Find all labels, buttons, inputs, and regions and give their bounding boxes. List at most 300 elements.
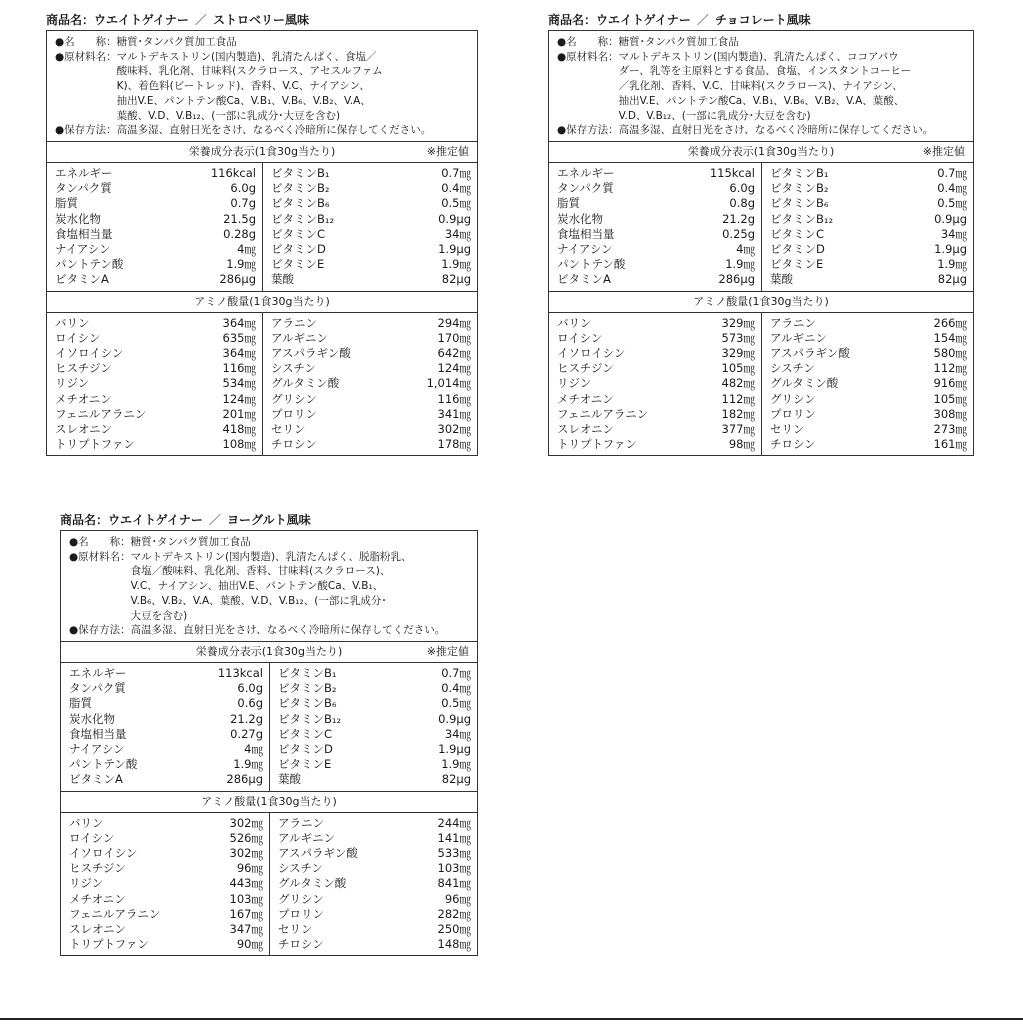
nutrition-table-row xyxy=(55,227,256,242)
ingredients-label: ●原材料名： xyxy=(557,50,619,63)
amino-table xyxy=(549,313,973,456)
page-divider-line xyxy=(0,1018,1023,1020)
ingredients-value xyxy=(619,50,967,124)
info-row-name xyxy=(557,35,967,50)
amino-table-row xyxy=(55,437,256,452)
item-name: イソロイシン xyxy=(557,345,626,360)
item-value: 0.6g xyxy=(237,696,263,711)
item-value: 116㎎ xyxy=(222,361,256,376)
item-value: 1.9㎎ xyxy=(226,257,256,272)
item-name: アスパラギン酸 xyxy=(278,845,358,860)
nutrition-table-row xyxy=(770,227,967,242)
info-row-storage xyxy=(55,123,471,138)
item-value: 286μg xyxy=(718,272,755,287)
amino-table-row xyxy=(770,346,967,361)
amino-title: アミノ酸量(1食30g当たり) xyxy=(194,294,330,308)
amino-table-row xyxy=(271,361,471,376)
amino-table-row xyxy=(55,346,256,361)
item-name: バリン xyxy=(69,815,104,830)
item-name: ビタミンB₆ xyxy=(278,696,337,711)
nutrition-table-row xyxy=(69,757,263,772)
item-name: グリシン xyxy=(271,391,317,406)
item-name: チロシン xyxy=(770,437,816,452)
item-value: 329㎎ xyxy=(721,345,755,360)
item-name: エネルギー xyxy=(55,165,113,180)
item-value: 377㎎ xyxy=(721,421,755,436)
nutrition-header xyxy=(61,642,477,663)
item-name: ナイアシン xyxy=(55,241,111,256)
ingredients-line: V.B₆、V.B₂、V.A、葉酸、V.D、V.B₁₂、(一部に乳成分･ xyxy=(130,594,387,607)
nutrition-table-row xyxy=(278,772,471,787)
product-name-label: 商品名：ウエイトゲイナー xyxy=(60,513,203,527)
item-name: ビタミンD xyxy=(271,241,326,256)
item-name: プロリン xyxy=(278,906,324,921)
item-value: 302㎎ xyxy=(229,845,263,860)
label-box xyxy=(46,30,478,456)
amino-table-row xyxy=(557,376,755,391)
item-value: 105㎎ xyxy=(721,361,755,376)
ingredients-line: 食塩／酸味料、乳化剤、香料、甘味料(スクラロース)、 xyxy=(130,565,391,578)
item-name: ヒスチジン xyxy=(55,361,112,376)
amino-table-row xyxy=(770,392,967,407)
item-name: セリン xyxy=(278,921,313,936)
item-value: 0.5㎎ xyxy=(441,196,471,211)
item-name: ビタミンB₁₂ xyxy=(278,711,342,726)
item-value: 0.9μg xyxy=(934,211,967,226)
item-name: タンパク質 xyxy=(557,181,614,196)
amino-table-row xyxy=(55,316,256,331)
item-name: ビタミンC xyxy=(278,726,333,741)
item-name: アルギニン xyxy=(770,330,828,345)
amino-title: アミノ酸量(1食30g当たり) xyxy=(201,794,337,808)
info-row-ingredients xyxy=(557,50,967,124)
item-name: イソロイシン xyxy=(55,345,124,360)
nutrition-table-row xyxy=(55,196,256,211)
amino-table-col-left xyxy=(549,313,761,456)
item-value: 0.9μg xyxy=(438,711,471,726)
item-name: ビタミンE xyxy=(770,257,824,272)
item-name: アラニン xyxy=(770,315,816,330)
amino-title: アミノ酸量(1食30g当たり) xyxy=(693,294,829,308)
ingredients-line: 葉酸、V.D、V.B₁₂、(一部に乳成分･大豆を含む) xyxy=(116,109,341,122)
item-name: パントテン酸 xyxy=(69,757,138,772)
item-name: ビタミンA xyxy=(557,272,611,287)
item-value: 418㎎ xyxy=(222,421,256,436)
item-value: 21.2g xyxy=(230,711,263,726)
item-name: ビタミンD xyxy=(278,741,333,756)
nutrition-table-row xyxy=(55,181,256,196)
amino-table-row xyxy=(557,361,755,376)
label-panel-chocolate xyxy=(548,10,974,456)
amino-table-row xyxy=(69,937,263,952)
item-value: 6.0g xyxy=(237,681,263,696)
item-value: 96㎎ xyxy=(444,891,471,906)
info-row-storage xyxy=(557,123,967,138)
item-name: グルタミン酸 xyxy=(278,876,347,891)
ingredients-line: K)、着色料(ビートレッド)、香料、V.C、ナイアシン、 xyxy=(116,80,370,93)
item-value: 34㎎ xyxy=(444,726,471,741)
amino-table-row xyxy=(278,876,471,891)
item-value: 533㎎ xyxy=(437,845,471,860)
nutrition-table-row xyxy=(271,227,471,242)
nutrition-table-row xyxy=(770,272,967,287)
item-name: アスパラギン酸 xyxy=(271,345,351,360)
amino-table-row xyxy=(271,346,471,361)
item-name: フェニルアラニン xyxy=(557,406,649,421)
item-value: 182㎎ xyxy=(721,406,755,421)
item-value: 4㎎ xyxy=(244,741,263,756)
item-name: パントテン酸 xyxy=(55,257,124,272)
amino-table-col-left xyxy=(47,313,262,456)
amino-header xyxy=(47,292,477,313)
item-value: 580㎎ xyxy=(933,345,967,360)
nutrition-table xyxy=(47,163,477,292)
item-name: グリシン xyxy=(278,891,324,906)
info-row-storage xyxy=(69,623,471,638)
label-panel-strawberry xyxy=(46,10,478,456)
nutrition-table-row xyxy=(770,212,967,227)
amino-table xyxy=(61,813,477,956)
item-name: ナイアシン xyxy=(69,741,125,756)
item-name: ビタミンB₁ xyxy=(271,165,330,180)
item-name: エネルギー xyxy=(69,665,127,680)
item-value: 0.7g xyxy=(230,196,256,211)
name-value xyxy=(131,535,471,550)
item-value: 534㎎ xyxy=(222,376,256,391)
amino-table-row xyxy=(271,437,471,452)
ingredients-line: 大豆を含む) xyxy=(130,609,188,622)
nutrition-table-row xyxy=(557,166,755,181)
storage-value-text: 高温多湿、直射日光をさけ、なるべく冷暗所に保存してください。 xyxy=(130,624,446,637)
name-value-text: 糖質･タンパク質加工食品 xyxy=(618,36,739,48)
item-value: 286μg xyxy=(219,272,256,287)
nutrition-table-row xyxy=(278,727,471,742)
item-name: アルギニン xyxy=(271,330,329,345)
amino-table-row xyxy=(55,407,256,422)
nutrition-table xyxy=(549,163,973,292)
amino-table-row xyxy=(557,331,755,346)
name-value-text: 糖質･タンパク質加工食品 xyxy=(116,36,237,48)
estimate-note: ※推定値 xyxy=(426,644,469,658)
item-value: 341㎎ xyxy=(437,406,471,421)
product-info xyxy=(47,31,477,142)
nutrition-table-row xyxy=(69,666,263,681)
item-name: ビタミンB₁ xyxy=(278,665,337,680)
info-row-ingredients xyxy=(69,550,471,624)
item-name: ビタミンA xyxy=(55,272,109,287)
nutrition-table-row xyxy=(271,242,471,257)
product-name-label: 商品名：ウエイトゲイナー xyxy=(548,13,691,27)
nutrition-table-col-right xyxy=(269,663,477,791)
item-name: シスチン xyxy=(278,861,323,876)
nutrition-table-row xyxy=(770,242,967,257)
amino-table-row xyxy=(271,376,471,391)
item-value: 1.9μg xyxy=(934,241,967,256)
nutrition-table-row xyxy=(55,257,256,272)
item-value: 82μg xyxy=(441,772,471,787)
product-info xyxy=(61,531,477,642)
item-name: トリプトファン xyxy=(55,437,135,452)
nutrition-title: 栄養成分表示(1食30g当たり) xyxy=(188,144,336,158)
item-name: ビタミンB₆ xyxy=(271,196,330,211)
item-value: 0.27g xyxy=(230,726,263,741)
amino-table-row xyxy=(770,316,967,331)
item-name: チロシン xyxy=(271,437,317,452)
nutrition-table xyxy=(61,663,477,792)
product-flavor: チョコレート風味 xyxy=(714,13,811,27)
item-value: 0.7㎎ xyxy=(937,165,967,180)
amino-table-row xyxy=(69,816,263,831)
item-value: 0.8g xyxy=(729,196,755,211)
item-value: 103㎎ xyxy=(229,891,263,906)
item-value: 115kcal xyxy=(709,165,755,180)
item-name: スレオニン xyxy=(557,421,615,436)
item-value: 364㎎ xyxy=(222,315,256,330)
amino-table-row xyxy=(557,346,755,361)
item-value: 112㎎ xyxy=(933,361,967,376)
amino-table-row xyxy=(278,816,471,831)
nutrition-table-row xyxy=(271,181,471,196)
nutrition-table-row xyxy=(770,166,967,181)
item-value: 124㎎ xyxy=(437,361,471,376)
item-value: 0.7㎎ xyxy=(441,665,471,680)
item-name: スレオニン xyxy=(69,921,127,936)
item-value: 113kcal xyxy=(217,665,263,680)
item-value: 82μg xyxy=(441,272,471,287)
item-value: 21.5g xyxy=(223,211,256,226)
amino-table-row xyxy=(69,922,263,937)
item-value: 82μg xyxy=(937,272,967,287)
item-name: グルタミン酸 xyxy=(770,376,839,391)
title-slash: ／ xyxy=(194,13,207,27)
nutrition-table-row xyxy=(69,696,263,711)
item-value: 167㎎ xyxy=(229,906,263,921)
nutrition-table-row xyxy=(69,681,263,696)
item-name: ビタミンB₁₂ xyxy=(271,211,335,226)
item-value: 841㎎ xyxy=(437,876,471,891)
item-name: シスチン xyxy=(770,361,815,376)
amino-header xyxy=(61,792,477,813)
item-name: エネルギー xyxy=(557,165,615,180)
item-name: タンパク質 xyxy=(69,681,126,696)
item-name: セリン xyxy=(770,421,805,436)
item-name: アルギニン xyxy=(278,830,336,845)
item-name: メチオニン xyxy=(55,391,112,406)
item-value: 642㎎ xyxy=(437,345,471,360)
nutrition-table-row xyxy=(271,196,471,211)
amino-table-row xyxy=(278,892,471,907)
item-name: ビタミンB₂ xyxy=(271,181,330,196)
product-title xyxy=(548,10,974,30)
nutrition-table-row xyxy=(770,181,967,196)
item-value: 0.28g xyxy=(223,226,256,241)
item-value: 90㎎ xyxy=(236,937,263,952)
product-flavor: ストロベリー風味 xyxy=(212,13,309,27)
storage-label: ●保存方法： xyxy=(557,124,619,137)
amino-table-row xyxy=(770,361,967,376)
item-value: 6.0g xyxy=(230,181,256,196)
item-value: 34㎎ xyxy=(940,226,967,241)
item-value: 1.9μg xyxy=(438,241,471,256)
amino-table-row xyxy=(770,422,967,437)
nutrition-table-row xyxy=(557,257,755,272)
title-slash: ／ xyxy=(208,513,221,527)
amino-table-col-right xyxy=(269,813,477,956)
product-info xyxy=(549,31,973,142)
item-value: 0.9μg xyxy=(438,211,471,226)
item-value: 108㎎ xyxy=(222,437,256,452)
storage-value xyxy=(619,123,967,138)
item-name: グリシン xyxy=(770,391,816,406)
item-value: 916㎎ xyxy=(933,376,967,391)
item-name: リジン xyxy=(69,876,104,891)
item-value: 282㎎ xyxy=(437,906,471,921)
item-name: 葉酸 xyxy=(271,272,294,287)
amino-table-row xyxy=(278,831,471,846)
item-value: 0.25g xyxy=(722,226,755,241)
ingredients-line: V.C、ナイアシン、抽出V.E、パントテン酸Ca、V.B₁、 xyxy=(130,580,384,593)
nutrition-title: 栄養成分表示(1食30g当たり) xyxy=(687,144,835,158)
item-name: 脂質 xyxy=(55,196,78,211)
item-value: 302㎎ xyxy=(229,815,263,830)
amino-table-row xyxy=(69,892,263,907)
item-value: 347㎎ xyxy=(229,921,263,936)
item-value: 1.9㎎ xyxy=(441,257,471,272)
item-value: 308㎎ xyxy=(933,406,967,421)
item-name: ビタミンB₁₂ xyxy=(770,211,834,226)
nutrition-table-col-right xyxy=(262,163,477,291)
amino-table-row xyxy=(770,437,967,452)
item-value: 154㎎ xyxy=(933,330,967,345)
item-name: ビタミンC xyxy=(271,226,326,241)
item-value: 266㎎ xyxy=(933,315,967,330)
nutrition-table-row xyxy=(557,212,755,227)
item-name: グルタミン酸 xyxy=(271,376,340,391)
amino-table-row xyxy=(55,392,256,407)
nutrition-table-row xyxy=(55,242,256,257)
item-name: トリプトファン xyxy=(557,437,637,452)
item-name: ビタミンA xyxy=(69,772,123,787)
info-row-ingredients xyxy=(55,50,471,124)
nutrition-table-row xyxy=(770,196,967,211)
nutrition-table-row xyxy=(271,212,471,227)
nutrition-table-row xyxy=(271,257,471,272)
amino-table-row xyxy=(278,922,471,937)
name-value xyxy=(117,35,471,50)
item-value: 329㎎ xyxy=(721,315,755,330)
nutrition-title: 栄養成分表示(1食30g当たり) xyxy=(195,644,343,658)
estimate-note: ※推定値 xyxy=(426,144,469,158)
item-value: 4㎎ xyxy=(736,241,755,256)
ingredients-line: 酸味料、乳化剤、甘味料(スクラロース、アセスルファム xyxy=(116,65,383,78)
item-name: バリン xyxy=(55,315,90,330)
nutrition-table-row xyxy=(770,257,967,272)
name-label: ●名 称： xyxy=(69,536,131,548)
amino-table-row xyxy=(557,422,755,437)
item-value: 105㎎ xyxy=(933,391,967,406)
item-value: 1,014㎎ xyxy=(426,376,471,391)
amino-table-row xyxy=(271,331,471,346)
item-value: 1.9㎎ xyxy=(441,757,471,772)
item-name: ロイシン xyxy=(69,830,115,845)
amino-table-row xyxy=(271,392,471,407)
item-value: 178㎎ xyxy=(437,437,471,452)
info-row-name xyxy=(69,535,471,550)
nutrition-table-row xyxy=(69,742,263,757)
item-name: 炭水化物 xyxy=(69,711,115,726)
nutrition-table-row xyxy=(557,196,755,211)
item-name: 食塩相当量 xyxy=(55,226,113,241)
item-value: 0.4㎎ xyxy=(441,181,471,196)
item-value: 21.2g xyxy=(722,211,755,226)
item-value: 161㎎ xyxy=(933,437,967,452)
storage-value xyxy=(117,123,471,138)
ingredients-line: ダー、乳等を主原料とする食品、食塩、インスタントコーヒー xyxy=(618,65,912,78)
item-value: 116kcal xyxy=(210,165,256,180)
item-name: 脂質 xyxy=(69,696,92,711)
amino-table-row xyxy=(557,316,755,331)
amino-table-row xyxy=(278,861,471,876)
item-name: ビタミンC xyxy=(770,226,825,241)
nutrition-table-row xyxy=(278,712,471,727)
item-value: 635㎎ xyxy=(222,330,256,345)
item-name: 炭水化物 xyxy=(557,211,603,226)
item-value: 0.4㎎ xyxy=(441,681,471,696)
item-name: ナイアシン xyxy=(557,241,613,256)
nutrition-table-row xyxy=(55,166,256,181)
nutrition-table-col-left xyxy=(549,163,761,291)
item-name: リジン xyxy=(557,376,592,391)
item-name: パントテン酸 xyxy=(557,257,626,272)
item-value: 0.5㎎ xyxy=(937,196,967,211)
item-name: ロイシン xyxy=(55,330,101,345)
item-value: 103㎎ xyxy=(437,861,471,876)
item-value: 0.5㎎ xyxy=(441,696,471,711)
amino-table-row xyxy=(271,422,471,437)
nutrition-header xyxy=(47,142,477,163)
nutrition-table-row xyxy=(278,696,471,711)
info-row-name xyxy=(55,35,471,50)
item-name: ビタミンD xyxy=(770,241,825,256)
item-value: 250㎎ xyxy=(437,921,471,936)
item-name: プロリン xyxy=(271,406,317,421)
ingredients-line: マルトデキストリン(国内製造)、乳清たんぱく、脱脂粉乳、 xyxy=(130,550,412,563)
amino-table-row xyxy=(55,376,256,391)
item-name: ヒスチジン xyxy=(557,361,614,376)
amino-table-row xyxy=(278,907,471,922)
name-value-text: 糖質･タンパク質加工食品 xyxy=(130,536,251,548)
label-panel-yogurt xyxy=(60,510,478,956)
item-value: 148㎎ xyxy=(437,937,471,952)
nutrition-table-row xyxy=(557,181,755,196)
nutrition-table-row xyxy=(557,227,755,242)
name-label: ●名 称： xyxy=(55,36,117,48)
product-title xyxy=(46,10,478,30)
product-flavor: ヨーグルト風味 xyxy=(226,513,311,527)
item-value: 112㎎ xyxy=(721,391,755,406)
item-value: 482㎎ xyxy=(721,376,755,391)
item-value: 201㎎ xyxy=(222,406,256,421)
ingredients-label: ●原材料名： xyxy=(55,50,117,63)
ingredients-line: V.D、V.B₁₂、(一部に乳成分･大豆を含む) xyxy=(618,109,811,122)
item-name: フェニルアラニン xyxy=(55,406,147,421)
storage-value-text: 高温多湿、直射日光をさけ、なるべく冷暗所に保存してください。 xyxy=(618,124,934,137)
amino-table xyxy=(47,313,477,456)
item-value: 170㎎ xyxy=(437,330,471,345)
item-name: ロイシン xyxy=(557,330,603,345)
amino-table-row xyxy=(278,846,471,861)
storage-label: ●保存方法： xyxy=(55,124,117,137)
